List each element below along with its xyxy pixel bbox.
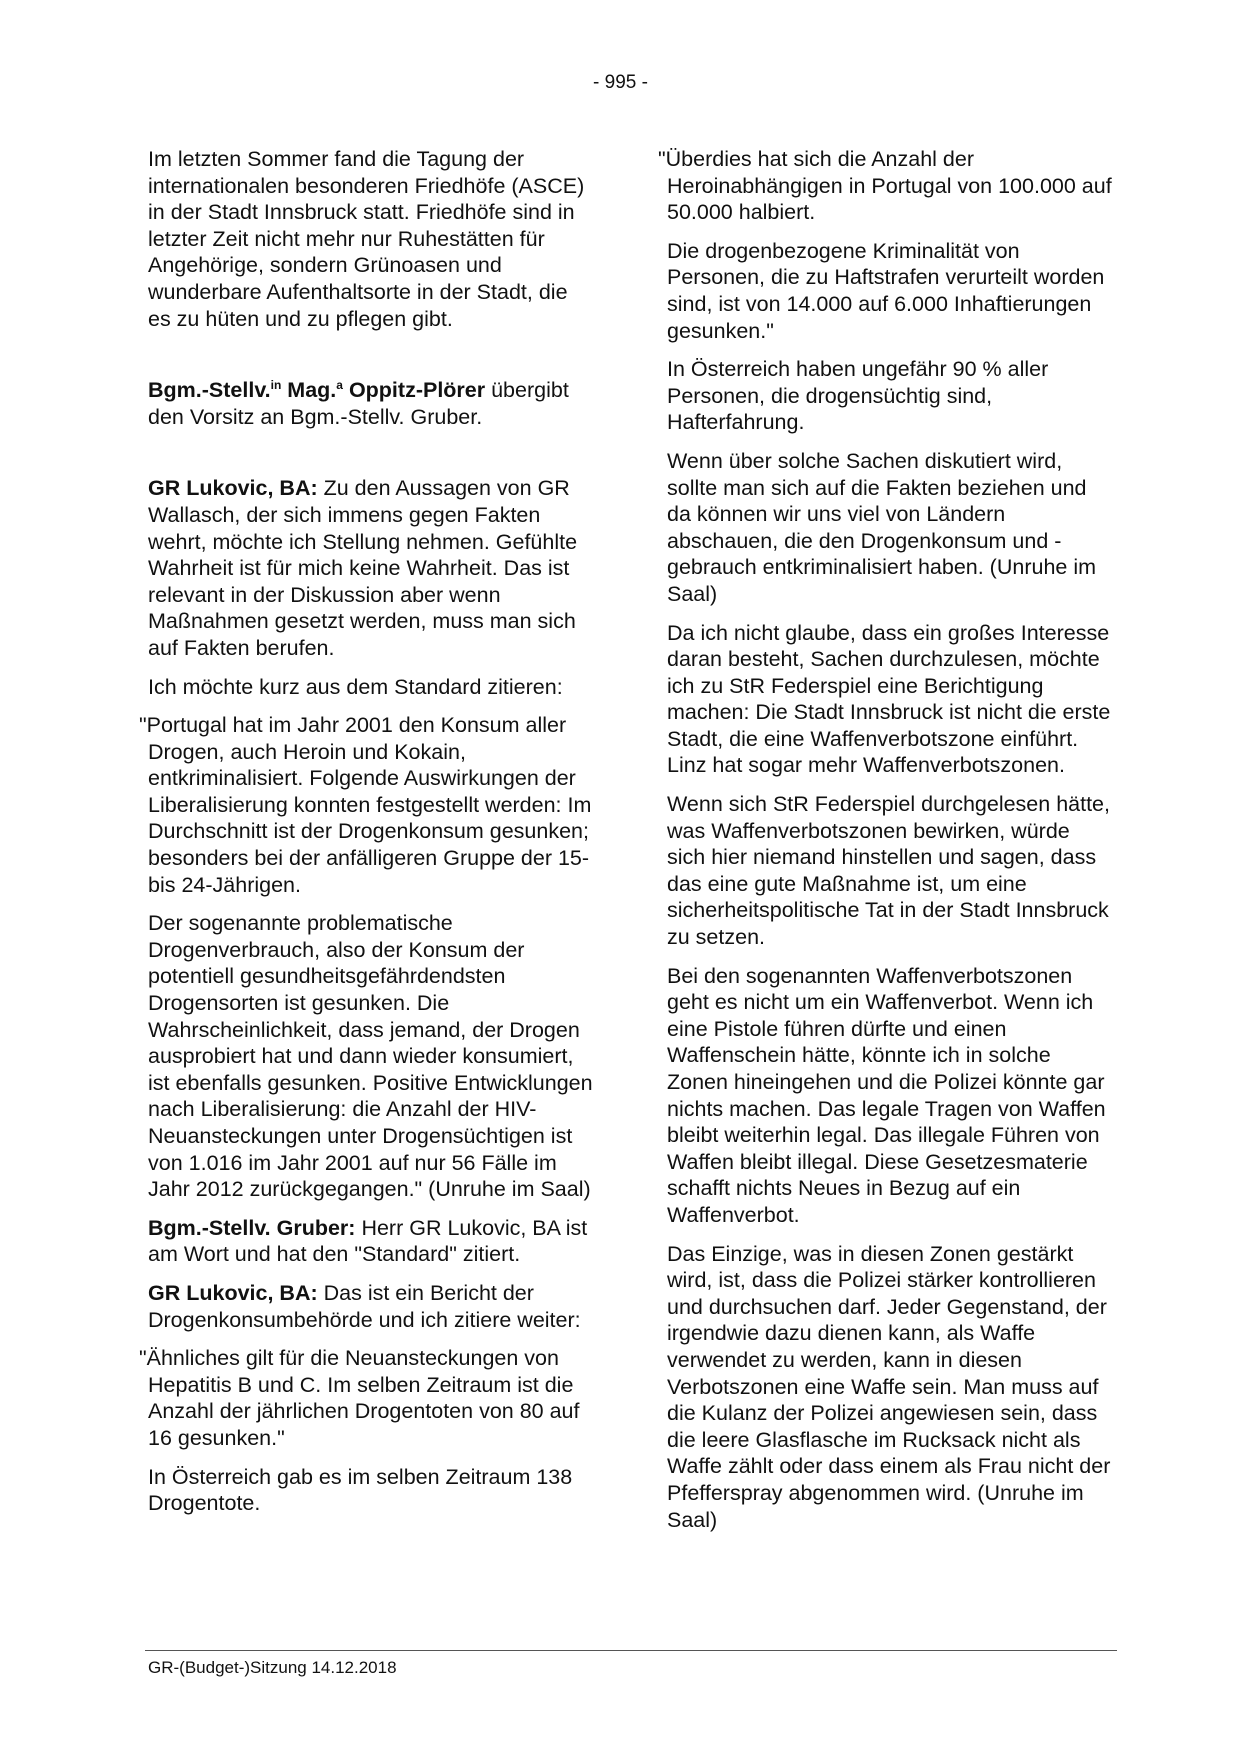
paragraph: In Österreich haben ungefähr 90 % aller Personen, die drogensüchtig sind, Hafterfahrung. xyxy=(667,357,1049,435)
speaker-name: Bgm.-Stellv. Gruber: xyxy=(148,1215,356,1240)
page-number: - 995 - xyxy=(593,72,648,93)
footer-divider xyxy=(145,1650,1117,1651)
speaker-name: GR Lukovic, BA: xyxy=(148,1280,318,1305)
paragraph: Ich möchte kurz aus dem Standard zitieren: xyxy=(148,674,563,699)
speaker-name: GR Lukovic, BA: xyxy=(148,476,318,501)
paragraph: In Österreich gab es im selben Zeitraum 138 Drogentote. xyxy=(148,1464,573,1516)
speaker-paragraph xyxy=(148,1215,593,1268)
speaker-name: Bgm.-Stellv.$^{in}$ Mag.$^a$ Oppitz-Plörer xyxy=(148,378,486,403)
speaker-text: Herr GR Lukovic, BA ist am Wort und hat den "Standard" zitiert. xyxy=(148,1215,588,1267)
quote-paragraph: "Portugal hat im Jahr 2001 den Konsum aller Drogen, auch Heroin und Kokain, entkriminalisiert. Folgende Auswirkungen der Liberalisierung konnten festgestellt werden: Im Durchschnitt ist der Drogenkonsum gesunken; besonders bei der anfälligeren Gruppe der 15- bis 24-Jährigen. xyxy=(139,713,592,897)
footer-session-info: GR-(Budget-)Sitzung 14.12.2018 xyxy=(148,1658,397,1677)
paragraph: Wenn über solche Sachen diskutiert wird, sollte man sich auf die Fakten beziehen und da können wir uns viel von Ländern abschauen, die den Drogenkonsum und -gebrauch entkriminalisiert haben. (Unruhe im Saal) xyxy=(667,448,1097,606)
speaker-text: übergibt den Vorsitz an Bgm.-Stellv. Gruber. xyxy=(148,378,569,429)
paragraph: Der sogenannte problematische Drogenverbrauch, also der Konsum der potentiell gesundheitsgefährdendsten Drogensorten ist gesunken. Die Wahrscheinlichkeit, dass jemand, der Drogen ausprobiert hat und dann wieder konsumiert, ist ebenfalls gesunken. Positive Entwicklungen nach Liberalisierung: die Anzahl der HIV-Neuansteckungen unter Drogensüchtigen ist von 1.016 im Jahr 2001 auf nur 56 Fälle im Jahr 2012 zurückgegangen." (Unruhe im Saal) xyxy=(148,911,593,1202)
quote-paragraph: "Überdies hat sich die Anzahl der Heroinabhängigen in Portugal von 100.000 auf 50.000 halbiert. xyxy=(658,147,1112,225)
paragraph: Da ich nicht glaube, dass ein großes Interesse daran besteht, Sachen durchzulesen, möchte ich zu StR Federspiel eine Berichtigung machen: Die Stadt Innsbruck ist nicht die erste Stadt, die eine Waffenverbotszone einführt. Linz hat sogar mehr Waffenverbotszonen. xyxy=(667,620,1111,778)
speaker-paragraph xyxy=(148,377,593,430)
speaker-text: Das ist ein Bericht der Drogenkonsumbehörde und ich zitiere weiter: xyxy=(148,1280,581,1332)
left-column xyxy=(139,146,593,1529)
speaker-paragraph xyxy=(148,1280,593,1333)
paragraph: Die drogenbezogene Kriminalität von Personen, die zu Haftstrafen verurteilt worden sind, ist von 14.000 auf 6.000 Inhaftierungen gesunken." xyxy=(667,238,1105,343)
right-column xyxy=(658,146,1112,1545)
paragraph: Wenn sich StR Federspiel durchgelesen hätte, was Waffenverbotszonen bewirken, würde sich hier niemand hinstellen und sagen, dass das eine gute Maßnahme ist, um eine sicherheitspolitische Tat in der Stadt Innsbruck zu setzen. xyxy=(667,792,1110,950)
paragraph: Bei den sogenannten Waffenverbotszonen geht es nicht um ein Waffenverbot. Wenn ich eine Pistole führen dürfte und einen Waffenschein hätte, könnte ich in solche Zonen hineingehen und die Polizei könnte gar nichts machen. Das legale Tragen von Waffen bleibt weiterhin legal. Das illegale Führen von Waffen bleibt illegal. Diese Gesetzesmaterie schafft nichts Neues in Bezug auf ein Waffenverbot. xyxy=(667,963,1106,1227)
paragraph: Das Einzige, was in diesen Zonen gestärkt wird, ist, dass die Polizei stärker kontrollieren und durchsuchen darf. Jeder Gegenstand, der irgendwie dazu dienen kann, als Waffe verwendet zu werden, kann in diesen Verbotszonen eine Waffe sein. Man muss auf die Kulanz der Polizei angewiesen sein, dass die leere Glasflasche im Rucksack nicht als Waffe zählt oder dass einem als Frau nicht der Pfefferspray abgenommen wird. (Unruhe im Saal) xyxy=(667,1241,1111,1532)
speaker-paragraph xyxy=(148,475,593,661)
speaker-text: Zu den Aussagen von GR Wallasch, der sich immens gegen Fakten wehrt, möchte ich Stellung nehmen. Gefühlte Wahrheit ist für mich keine Wahrheit. Das ist relevant in der Diskussion aber wenn Maßnahmen gesetzt werden, muss man sich auf Fakten berufen. xyxy=(148,476,578,660)
paragraph: Im letzten Sommer fand die Tagung der internationalen besonderen Friedhöfe (ASCE) in der Stadt Innsbruck statt. Friedhöfe sind in letzter Zeit nicht mehr nur Ruhestätten für Angehörige, sondern Grünoasen und wunderbare Aufenthaltsorte in der Stadt, die es zu hüten und zu pflegen gibt. xyxy=(148,147,585,331)
quote-paragraph: "Ähnliches gilt für die Neuansteckungen von Hepatitis B und C. Im selben Zeitraum ist die Anzahl der jährlichen Drogentoten von 80 auf 16 gesunken." xyxy=(139,1346,580,1450)
